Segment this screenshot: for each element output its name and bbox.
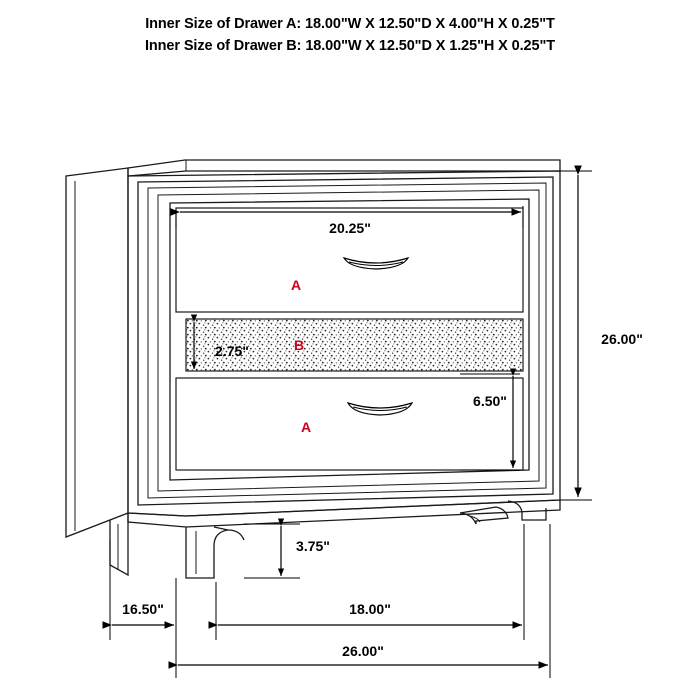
dim-inner-width: 18.00" [349, 601, 391, 617]
header-line-drawer-a: Inner Size of Drawer A: 18.00"W X 12.50"D X 4.00"H X 0.25"T [145, 16, 555, 32]
cabinet-body [66, 160, 560, 578]
label-drawer-a-top: A [290, 277, 302, 293]
label-drawer-b: B [293, 337, 305, 353]
dimension-depth [110, 540, 176, 640]
dimension-inner-width [216, 524, 524, 640]
label-drawer-a-bottom: A [300, 419, 312, 435]
dim-overall-width: 26.00" [342, 643, 384, 659]
dim-top-width: 20.25" [329, 220, 371, 236]
header-line-drawer-b: Inner Size of Drawer B: 18.00"W X 12.50"D X 1.25"H X 0.25"T [144, 38, 556, 54]
dim-leg-height: 3.75" [296, 538, 330, 554]
dim-right-height: 26.00" [601, 331, 643, 347]
dimension-right-height [560, 171, 643, 500]
dim-drawer-b-height: 2.75" [215, 343, 249, 359]
dim-drawer-a-height: 6.50" [473, 393, 507, 409]
dim-depth: 16.50" [122, 601, 164, 617]
dimension-leg-height [244, 524, 330, 578]
